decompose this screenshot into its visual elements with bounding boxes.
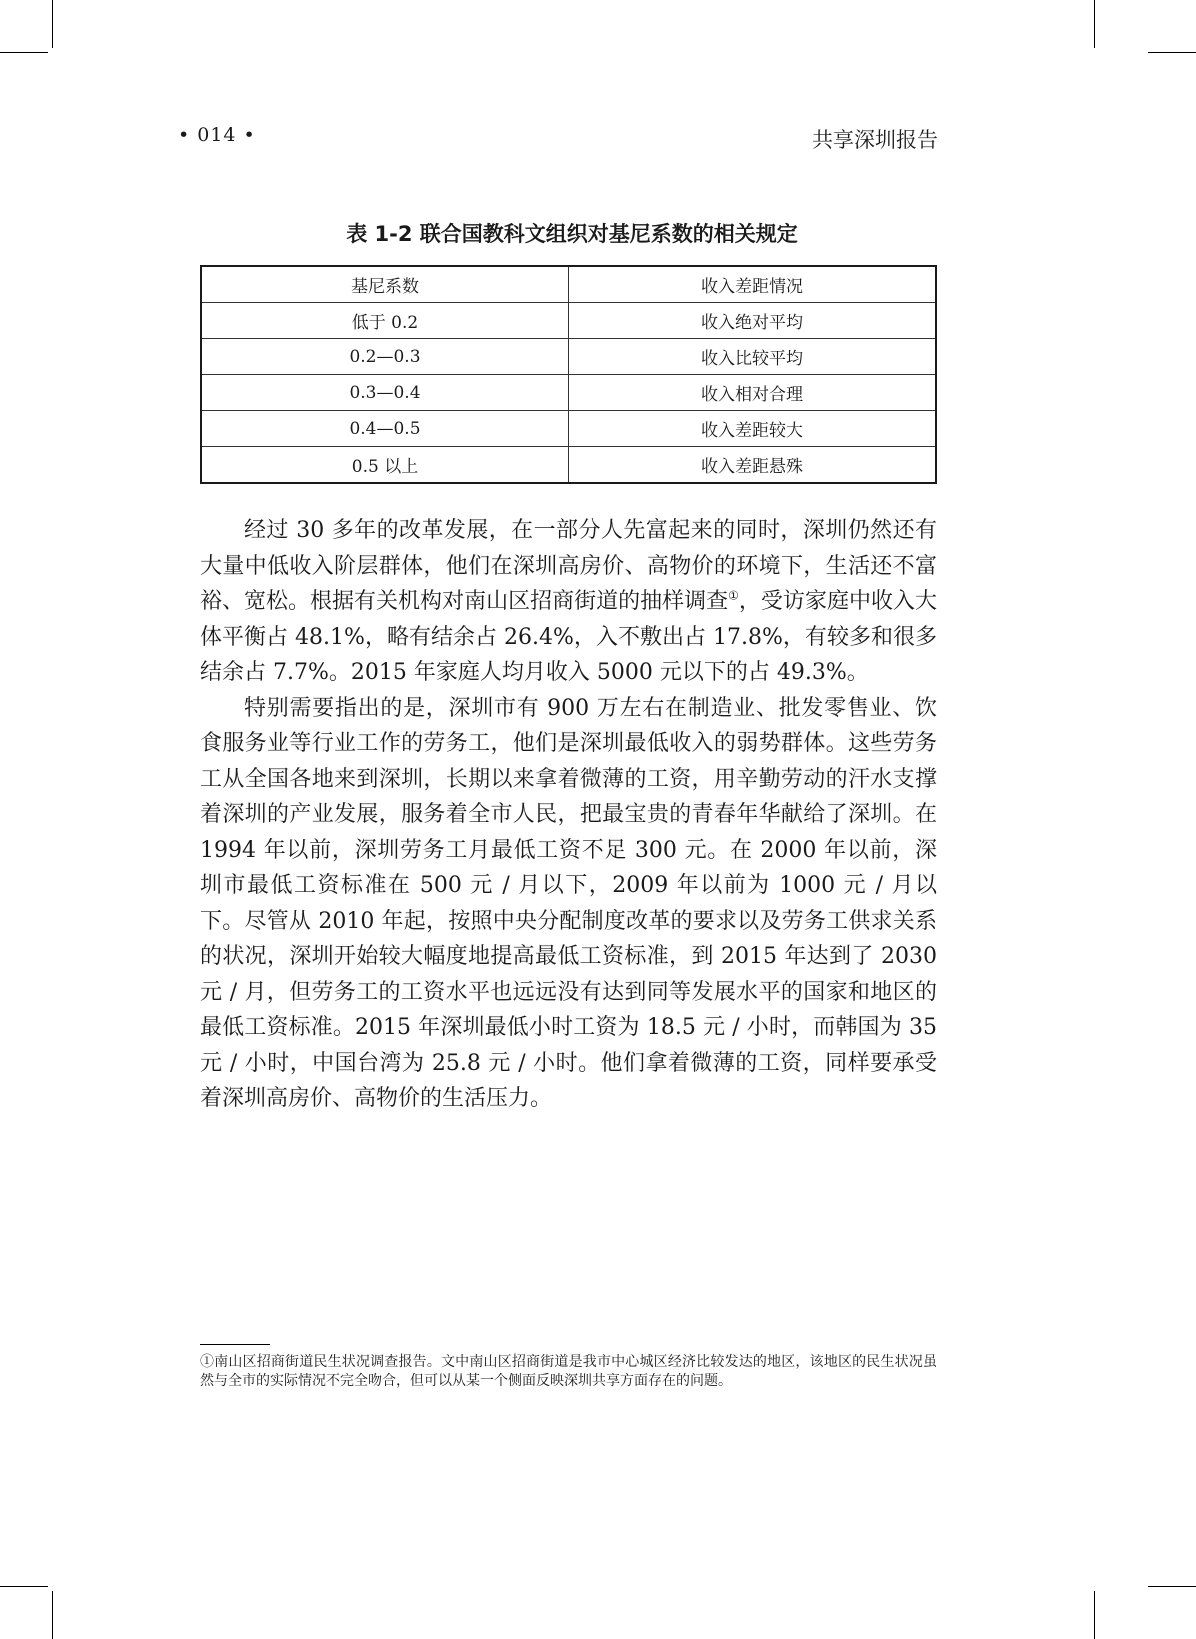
- table-cell: 低于 0.2: [201, 303, 569, 339]
- paragraph-text: ，受访家庭中收入大体平衡占 48.1%，略有结余占 26.4%，入不敷出占 17.8%，有较多和很多结余占 7.7%。2015 年家庭人均月收入 5000 元以下的占 49.3%。: [200, 589, 937, 685]
- table-cell: 0.3—0.4: [201, 375, 569, 411]
- crop-mark: [52, 0, 53, 48]
- crop-mark: [52, 1591, 53, 1639]
- table-row: [201, 339, 936, 375]
- running-title: 共享深圳报告: [812, 128, 938, 152]
- paragraph: 特别需要指出的是，深圳市有 900 万左右在制造业、批发零售业、饮食服务业等行业工作的劳务工，他们是深圳最低收入的弱势群体。这些劳务工从全国各地来到深圳，长期以来拿着微薄的工资，用辛勤劳动的汗水支撑着深圳的产业发展，服务着全市人民，把最宝贵的青春年华献给了深圳。在 1994 年以前，深圳劳务工月最低工资不足 300 元。在 2000 年以前，深圳市最低工资标准在 500 元 / 月以下，2009 年以前为 1000 元 / 月以下。尽管从 2010 年起，按照中央分配制度改革的要求以及劳务工供求关系的状况，深圳开始较大幅度地提高最低工资标准，到 2015 年达到了 2030 元 / 月，但劳务工的工资水平也远远没有达到同等发展水平的国家和地区的最低工资标准。2015 年深圳最低小时工资为 18.5 元 / 小时，而韩国为 35 元 / 小时，中国台湾为 25.8 元 / 小时。他们拿着微薄的工资，同样要承受着深圳高房价、高物价的生活压力。: [200, 695, 937, 1111]
- footnote-rule: [200, 1344, 270, 1345]
- table-row: [201, 411, 936, 447]
- table-cell: 0.4—0.5: [201, 411, 569, 447]
- table-cell: 收入相对合理: [569, 375, 937, 411]
- footnote: ①南山区招商街道民生状况调查报告。文中南山区招商街道是我市中心城区经济比较发达的地区，该地区的民生状况虽然与全市的实际情况不完全吻合，但可以从某一个侧面反映深圳共享方面存在的问题。: [200, 1354, 937, 1389]
- column-header: 收入差距情况: [569, 266, 937, 303]
- table-cell: 收入差距悬殊: [569, 447, 937, 484]
- table-cell: 0.5 以上: [201, 447, 569, 484]
- gini-table: [200, 265, 937, 484]
- table-row: [201, 447, 936, 484]
- footnote-ref[interactable]: ①: [728, 588, 739, 603]
- crop-mark: [0, 1586, 48, 1587]
- paragraph-text: 经过 30 多年的改革发展，在一部分人先富起来的同时，深圳仍然还有大量中低收入阶层群体，他们在深圳高房价、高物价的环境下，生活还不富裕、宽松。根据有关机构对南山区招商街道的抽样调查: [200, 518, 937, 614]
- table-title: 表 1-2 联合国教科文组织对基尼系数的相关规定: [346, 222, 798, 246]
- body-text: [200, 513, 937, 1117]
- table-row: [201, 303, 936, 339]
- paragraph: [200, 513, 937, 691]
- crop-mark: [1094, 0, 1095, 48]
- table-cell: 0.2—0.3: [201, 339, 569, 375]
- page-number: • 014 •: [178, 124, 256, 146]
- table-cell: 收入比较平均: [569, 339, 937, 375]
- crop-mark: [1094, 1591, 1095, 1639]
- crop-mark: [1148, 52, 1196, 53]
- table-cell: 收入绝对平均: [569, 303, 937, 339]
- crop-mark: [1148, 1586, 1196, 1587]
- crop-mark: [0, 52, 48, 53]
- column-header: 基尼系数: [201, 266, 569, 303]
- table-row: [201, 375, 936, 411]
- table-cell: 收入差距较大: [569, 411, 937, 447]
- table-header-row: [201, 266, 936, 303]
